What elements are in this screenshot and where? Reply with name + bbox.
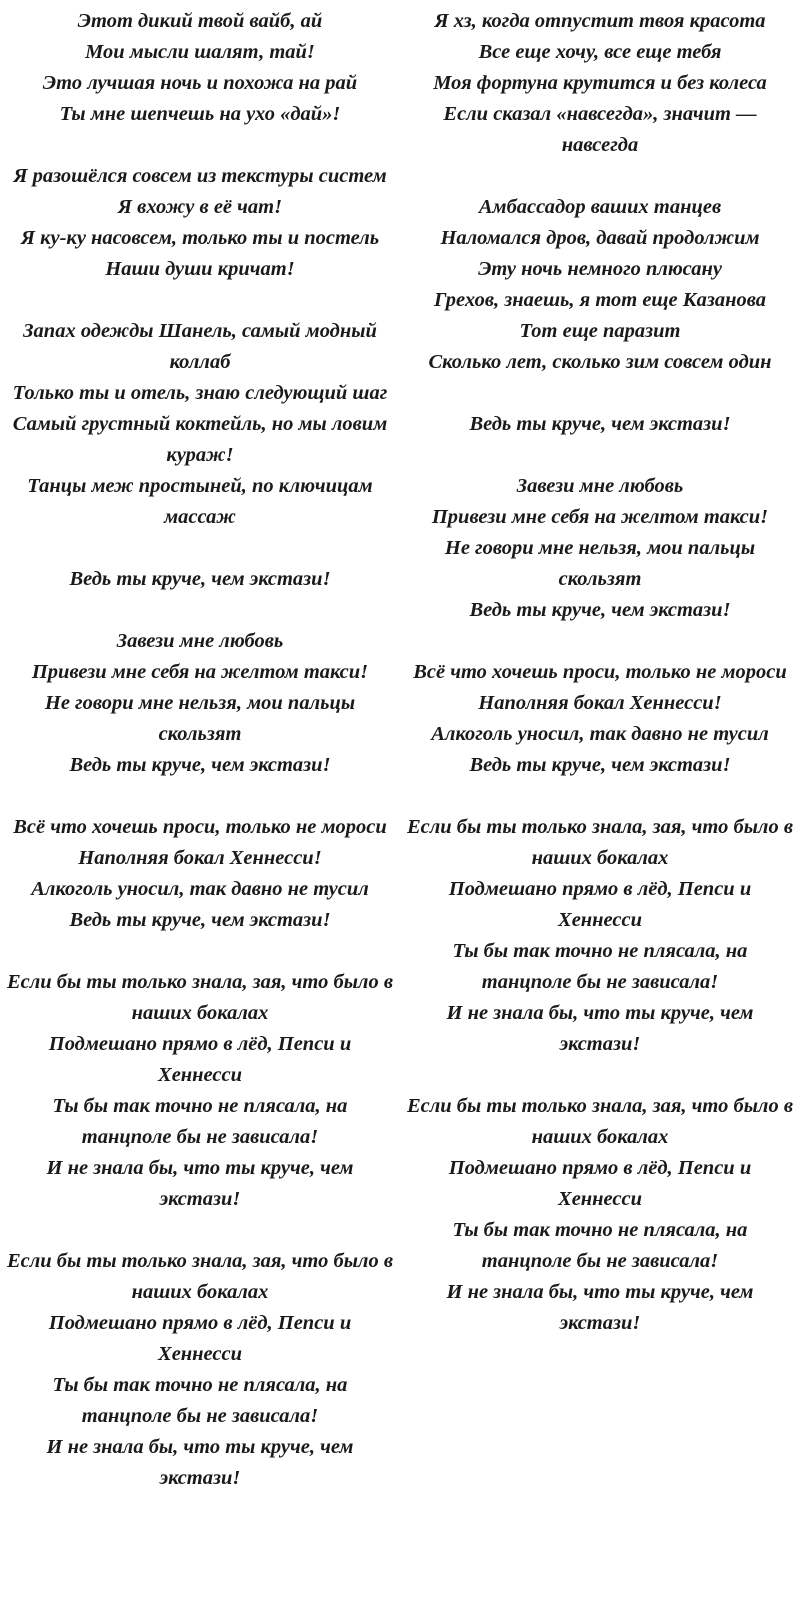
lyrics-stanza xyxy=(6,626,394,781)
lyrics-line: Подмешано прямо в лёд, Пепси и Хеннесси xyxy=(448,1157,752,1210)
lyrics-line: Ты бы так точно не плясала, на танцполе бы не зависала! xyxy=(452,1219,748,1272)
lyrics-line: Завези мне любовь xyxy=(116,630,284,652)
lyrics-stanza xyxy=(406,192,794,378)
lyrics-line: Я разошёлся совсем из текстуры систем xyxy=(13,165,387,187)
lyrics-stanza xyxy=(406,812,794,1060)
lyrics-line: Наши души кричат! xyxy=(105,258,295,280)
lyrics-line: Привези мне себя на желтом такси! xyxy=(31,661,369,683)
lyrics-line: И не знала бы, что ты круче, чем экстази! xyxy=(46,1157,354,1210)
lyrics-stanza xyxy=(406,409,794,440)
lyrics-line: Завези мне любовь xyxy=(516,475,684,497)
lyrics-stanza xyxy=(406,471,794,626)
lyrics-line: Всё что хочешь проси, только не мороси xyxy=(13,816,387,838)
lyrics-line: Только ты и отель, знаю следующий шаг xyxy=(12,382,388,404)
lyrics-line: Ты бы так точно не плясала, на танцполе бы не зависала! xyxy=(52,1095,348,1148)
lyrics-stanza xyxy=(6,316,394,533)
lyrics-line: Подмешано прямо в лёд, Пепси и Хеннесси xyxy=(48,1033,352,1086)
lyrics-line: Если бы ты только знала, зая, что было в наших бокалах xyxy=(406,1095,793,1148)
lyrics-stanza xyxy=(6,1246,394,1494)
lyrics-line: Всё что хочешь проси, только не мороси xyxy=(413,661,787,683)
lyrics-line: Я ку-ку насовсем, только ты и постель xyxy=(20,227,380,249)
lyrics-line: Самый грустный коктейль, но мы ловим кураж! xyxy=(12,413,388,466)
lyrics-line: Ведь ты круче, чем экстази! xyxy=(69,754,331,776)
lyrics-line: Ты бы так точно не плясала, на танцполе бы не зависала! xyxy=(452,940,748,993)
lyrics-line: Запах одежды Шанель, самый модный коллаб xyxy=(23,320,377,373)
lyrics-stanza xyxy=(6,812,394,936)
lyrics-line: Если бы ты только знала, зая, что было в наших бокалах xyxy=(6,971,393,1024)
lyrics-stanza xyxy=(406,657,794,781)
lyrics-line: Ведь ты круче, чем экстази! xyxy=(69,568,331,590)
lyrics-line: Ты бы так точно не плясала, на танцполе бы не зависала! xyxy=(52,1374,348,1427)
lyrics-line: Не говори мне нельзя, мои пальцы скользят xyxy=(44,692,356,745)
lyrics-line: Наполняя бокал Хеннесси! xyxy=(78,847,322,869)
lyrics-line: Алкоголь уносил, так давно не тусил xyxy=(31,878,369,900)
lyrics-line: Подмешано прямо в лёд, Пепси и Хеннесси xyxy=(48,1312,352,1365)
lyrics-stanza xyxy=(6,6,394,130)
lyrics-line: Если сказал «навсегда», значит — навсегда xyxy=(443,103,757,156)
lyrics-line: Моя фортуна крутится и без колеса xyxy=(433,72,767,94)
lyrics-line: Ведь ты круче, чем экстази! xyxy=(69,909,331,931)
lyrics-line: Привези мне себя на желтом такси! xyxy=(431,506,769,528)
lyrics-line: Все еще хочу, все еще тебя xyxy=(478,41,722,63)
lyrics-line: Наполняя бокал Хеннесси! xyxy=(478,692,722,714)
lyrics-line: Я хз, когда отпустит твоя красота xyxy=(434,10,766,32)
lyrics-column-right xyxy=(400,0,800,1600)
lyrics-line: И не знала бы, что ты круче, чем экстази! xyxy=(446,1002,754,1055)
lyrics-line: Грехов, знаешь, я тот еще Казанова xyxy=(433,289,767,311)
lyrics-line: Амбассадор ваших танцев xyxy=(478,196,722,218)
lyrics-line: Ведь ты круче, чем экстази! xyxy=(469,599,731,621)
lyrics-line: Танцы меж простыней, по ключицам массаж xyxy=(27,475,373,528)
lyrics-line: Я вхожу в её чат! xyxy=(117,196,283,218)
lyrics-line: Если бы ты только знала, зая, что было в наших бокалах xyxy=(406,816,793,869)
lyrics-line: И не знала бы, что ты круче, чем экстази! xyxy=(446,1281,754,1334)
lyrics-line: Если бы ты только знала, зая, что было в наших бокалах xyxy=(6,1250,393,1303)
lyrics-line: И не знала бы, что ты круче, чем экстази! xyxy=(46,1436,354,1489)
lyrics-stanza xyxy=(6,564,394,595)
lyrics-line: Эту ночь немного плюсану xyxy=(478,258,722,280)
lyrics-line: Ты мне шепчешь на ухо «дай»! xyxy=(59,103,341,125)
lyrics-stanza xyxy=(6,161,394,285)
lyrics-line: Сколько лет, сколько зим совсем один xyxy=(428,351,772,373)
lyrics-line: Мои мысли шалят, тай! xyxy=(85,41,315,63)
lyrics-line: Подмешано прямо в лёд, Пепси и Хеннесси xyxy=(448,878,752,931)
lyrics-line: Это лучшая ночь и похожа на рай xyxy=(42,72,358,94)
lyrics-line: Не говори мне нельзя, мои пальцы скользят xyxy=(444,537,756,590)
lyrics-line: Ведь ты круче, чем экстази! xyxy=(469,413,731,435)
lyrics-line: Тот еще паразит xyxy=(519,320,681,342)
lyrics-stanza xyxy=(6,967,394,1215)
lyrics-stanza xyxy=(406,6,794,161)
lyrics-line: Ведь ты круче, чем экстази! xyxy=(469,754,731,776)
lyrics-stanza xyxy=(406,1091,794,1339)
lyrics-line: Алкоголь уносил, так давно не тусил xyxy=(431,723,769,745)
lyrics-line: Этот дикий твой вайб, ай xyxy=(77,10,323,32)
lyrics-line: Наломался дров, давай продолжим xyxy=(440,227,760,249)
